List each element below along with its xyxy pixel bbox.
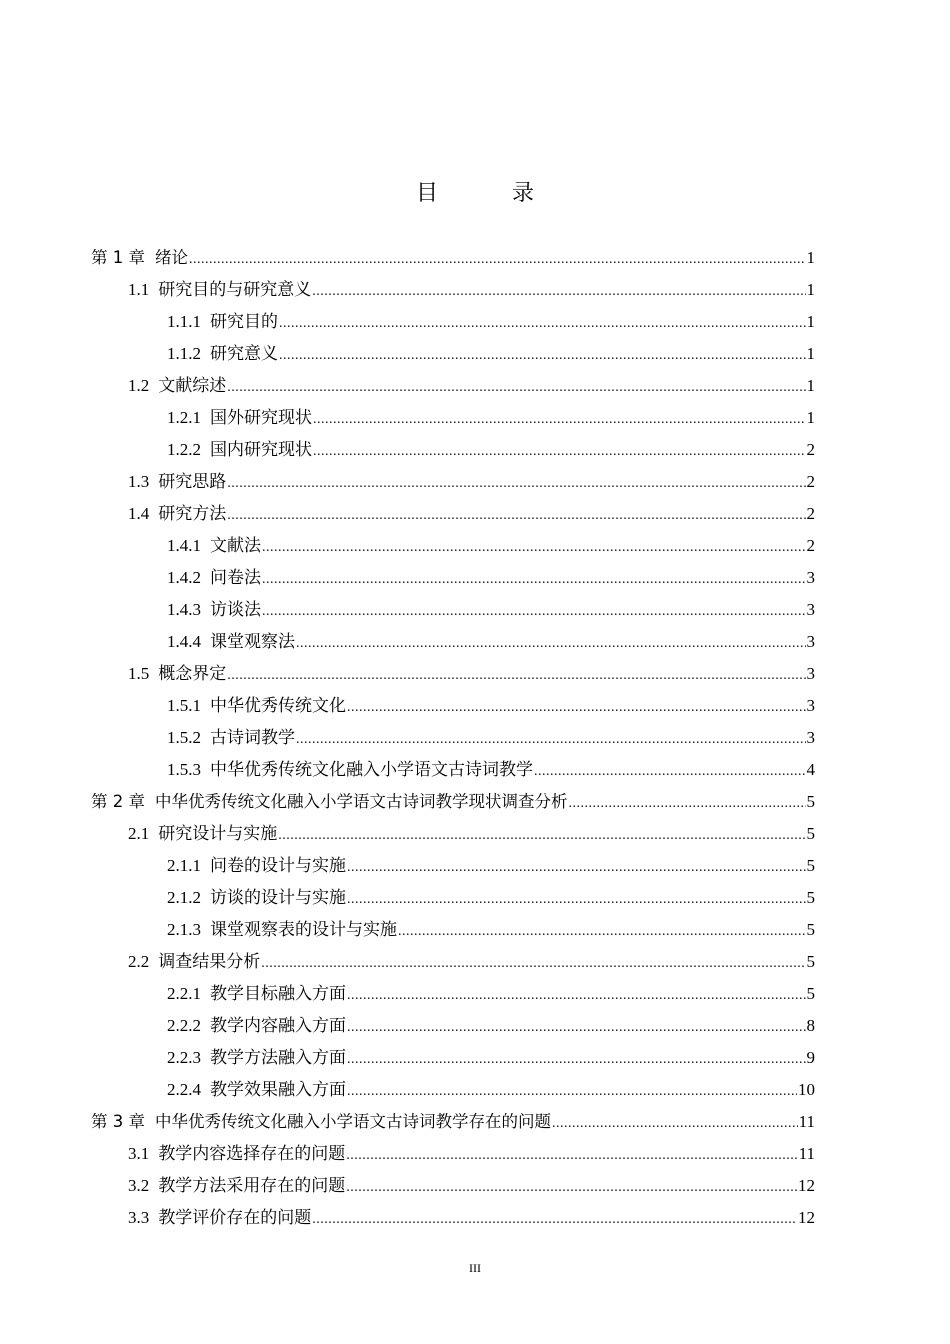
toc-entry-title: 中华优秀传统文化融入小学语文古诗词教学 <box>210 760 533 779</box>
dot-leader <box>569 788 806 820</box>
dot-leader <box>296 628 806 660</box>
toc-entry-page: 1 <box>806 280 815 299</box>
toc-entry-page: 1 <box>806 408 815 427</box>
toc-entry-number: 2.2.4 <box>167 1080 201 1099</box>
toc-entry-number: 1.2.2 <box>167 440 201 459</box>
toc-entry-title: 教学效果融入方面 <box>210 1080 346 1099</box>
toc-entry-page: 5 <box>806 952 815 971</box>
toc-entry-number: 2.2.1 <box>167 984 201 1003</box>
toc-entry-level-3[interactable] <box>91 434 815 466</box>
toc-entry-page: 5 <box>806 888 815 907</box>
toc-entry-page: 5 <box>806 984 815 1003</box>
toc-entry-level-2[interactable] <box>91 274 815 306</box>
dot-leader <box>347 1076 797 1108</box>
toc-entry-title: 研究方法 <box>158 504 227 523</box>
toc-entry-level-3[interactable] <box>91 626 815 658</box>
toc-entry-number: 1.1 <box>128 280 150 299</box>
toc-entry-level-2[interactable] <box>91 658 815 690</box>
dot-leader <box>189 244 806 276</box>
toc-entry-title: 访谈的设计与实施 <box>210 888 346 907</box>
toc-entry-title: 研究目的 <box>210 312 278 331</box>
toc-entry-title: 教学评价存在的问题 <box>158 1208 312 1227</box>
toc-entry-level-3[interactable] <box>91 402 815 434</box>
toc-entry-title: 中华优秀传统文化融入小学语文古诗词教学现状调查分析 <box>155 792 568 811</box>
toc-entry-number: 1.2.1 <box>167 408 201 427</box>
toc-entry-level-2[interactable] <box>91 1202 815 1234</box>
toc-entry-page: 9 <box>806 1048 815 1067</box>
toc-entry-title: 研究设计与实施 <box>158 824 278 843</box>
toc-entry-title: 绪论 <box>155 248 188 267</box>
toc-entry-title: 访谈法 <box>210 600 261 619</box>
toc-entry-number: 第 3 章 <box>91 1112 145 1131</box>
toc-entry-number: 1.4.2 <box>167 568 201 587</box>
toc-entry-title: 教学内容融入方面 <box>210 1016 346 1035</box>
toc-entry-page: 3 <box>806 632 815 651</box>
toc-entry-level-2[interactable] <box>91 1170 815 1202</box>
toc-entry-title: 国外研究现状 <box>210 408 312 427</box>
toc-entry-number: 1.5.2 <box>167 728 201 747</box>
toc-entry-page: 2 <box>806 440 815 459</box>
toc-entry-page: 4 <box>806 760 815 779</box>
toc-entry-title: 教学内容选择存在的问题 <box>158 1144 346 1163</box>
dot-leader <box>347 980 806 1012</box>
toc-entry-level-1[interactable] <box>91 242 815 274</box>
toc-entry-number: 2.2.2 <box>167 1016 201 1035</box>
toc-entry-title: 古诗词教学 <box>210 728 295 747</box>
toc-entry-page: 8 <box>806 1016 815 1035</box>
toc-entry-page: 5 <box>806 792 815 811</box>
toc-entry-page: 1 <box>806 344 815 363</box>
toc-list <box>91 242 815 1234</box>
toc-entry-number: 3.2 <box>128 1176 150 1195</box>
toc-entry-title: 调查结果分析 <box>158 952 261 971</box>
toc-entry-title: 概念界定 <box>158 664 227 683</box>
toc-entry-page: 5 <box>806 824 815 843</box>
toc-entry-level-3[interactable] <box>91 754 815 786</box>
toc-entry-number: 2.1 <box>128 824 150 843</box>
toc-entry-title: 研究目的与研究意义 <box>158 280 312 299</box>
toc-entry-level-2[interactable] <box>91 370 815 402</box>
dot-leader <box>296 724 806 756</box>
toc-entry-page: 3 <box>806 664 815 683</box>
toc-entry-level-2[interactable] <box>91 818 815 850</box>
toc-entry-level-3[interactable] <box>91 338 815 370</box>
toc-entry-page: 11 <box>798 1112 815 1131</box>
dot-leader <box>347 1044 806 1076</box>
toc-entry-level-3[interactable] <box>91 850 815 882</box>
toc-entry-level-2[interactable] <box>91 498 815 530</box>
toc-entry-level-2[interactable] <box>91 946 815 978</box>
toc-entry-number: 2.1.1 <box>167 856 201 875</box>
toc-entry-title: 教学方法采用存在的问题 <box>158 1176 346 1195</box>
toc-entry-level-3[interactable] <box>91 1042 815 1074</box>
toc-entry-level-3[interactable] <box>91 690 815 722</box>
dot-leader <box>312 1204 797 1236</box>
toc-entry-title: 课堂观察表的设计与实施 <box>210 920 397 939</box>
dot-leader <box>262 596 806 628</box>
toc-entry-page: 3 <box>806 696 815 715</box>
toc-entry-number: 3.3 <box>128 1208 150 1227</box>
toc-entry-number: 1.1.2 <box>167 344 201 363</box>
toc-entry-page: 2 <box>806 504 815 523</box>
dot-leader <box>312 276 805 308</box>
toc-entry-title: 研究意义 <box>210 344 278 363</box>
toc-entry-number: 3.1 <box>128 1144 150 1163</box>
toc-entry-level-3[interactable] <box>91 1010 815 1042</box>
toc-entry-number: 1.5.3 <box>167 760 201 779</box>
page-title: 目 录 <box>415 181 560 206</box>
toc-entry-page: 1 <box>806 376 815 395</box>
toc-entry-number: 1.1.1 <box>167 312 201 331</box>
toc-entry-level-3[interactable] <box>91 882 815 914</box>
toc-entry-page: 3 <box>806 600 815 619</box>
toc-entry-number: 第 1 章 <box>91 248 145 267</box>
dot-leader <box>227 468 805 500</box>
toc-entry-title: 中华优秀传统文化 <box>210 696 346 715</box>
dot-leader <box>347 852 806 884</box>
toc-entry-title: 研究思路 <box>158 472 227 491</box>
dot-leader <box>346 1140 797 1172</box>
toc-entry-level-3[interactable] <box>91 562 815 594</box>
toc-entry-level-2[interactable] <box>91 466 815 498</box>
toc-entry-number: 2.1.3 <box>167 920 201 939</box>
toc-entry-level-3[interactable] <box>91 978 815 1010</box>
toc-entry-title: 教学方法融入方面 <box>210 1048 346 1067</box>
toc-entry-number: 1.5.1 <box>167 696 201 715</box>
toc-entry-page: 12 <box>798 1176 815 1195</box>
toc-entry-number: 1.4.4 <box>167 632 201 651</box>
toc-entry-level-2[interactable] <box>91 1138 815 1170</box>
toc-entry-level-3[interactable] <box>91 914 815 946</box>
toc-entry-title: 教学目标融入方面 <box>210 984 346 1003</box>
toc-entry-number: 1.4 <box>128 504 150 523</box>
toc-entry-number: 2.2.3 <box>167 1048 201 1067</box>
toc-entry-level-3[interactable] <box>91 594 815 626</box>
toc-entry-title: 中华优秀传统文化融入小学语文古诗词教学存在的问题 <box>155 1112 551 1131</box>
dot-leader <box>261 948 805 980</box>
toc-entry-title: 问卷法 <box>210 568 261 587</box>
toc-entry-page: 3 <box>806 568 815 587</box>
toc-entry-title: 文献法 <box>210 536 261 555</box>
toc-entry-level-3[interactable] <box>91 530 815 562</box>
page-number-footer: III <box>469 1261 481 1275</box>
toc-entry-number: 1.4.3 <box>167 600 201 619</box>
dot-leader <box>313 436 806 468</box>
dot-leader <box>279 308 806 340</box>
dot-leader <box>398 916 806 948</box>
dot-leader <box>227 372 805 404</box>
toc-entry-level-1[interactable] <box>91 786 815 818</box>
dot-leader <box>534 756 806 788</box>
toc-entry-level-3[interactable] <box>91 1074 815 1106</box>
dot-leader <box>262 564 806 596</box>
dot-leader <box>347 692 806 724</box>
dot-leader <box>262 532 806 564</box>
toc-entry-page: 5 <box>806 856 815 875</box>
dot-leader <box>313 404 806 436</box>
dot-leader <box>347 884 806 916</box>
toc-entry-page: 2 <box>806 536 815 555</box>
toc-entry-level-1[interactable] <box>91 1106 815 1138</box>
toc-entry-title: 课堂观察法 <box>210 632 295 651</box>
toc-entry-number: 1.3 <box>128 472 150 491</box>
toc-entry-number: 1.5 <box>128 664 150 683</box>
toc-entry-title: 文献综述 <box>158 376 227 395</box>
dot-leader <box>278 820 805 852</box>
dot-leader <box>227 660 805 692</box>
toc-entry-number: 1.2 <box>128 376 150 395</box>
toc-entry-page: 1 <box>806 312 815 331</box>
dot-leader <box>552 1108 798 1140</box>
toc-entry-page: 2 <box>806 472 815 491</box>
toc-entry-title: 国内研究现状 <box>210 440 312 459</box>
toc-entry-number: 2.2 <box>128 952 150 971</box>
toc-entry-page: 12 <box>798 1208 815 1227</box>
toc-entry-page: 10 <box>798 1080 815 1099</box>
toc-entry-level-3[interactable] <box>91 722 815 754</box>
toc-entry-number: 第 2 章 <box>91 792 145 811</box>
toc-entry-title: 问卷的设计与实施 <box>210 856 346 875</box>
dot-leader <box>346 1172 797 1204</box>
toc-entry-level-3[interactable] <box>91 306 815 338</box>
toc-entry-page: 5 <box>806 920 815 939</box>
dot-leader <box>279 340 806 372</box>
toc-entry-page: 1 <box>806 248 815 267</box>
toc-entry-page: 3 <box>806 728 815 747</box>
toc-entry-number: 2.1.2 <box>167 888 201 907</box>
dot-leader <box>227 500 805 532</box>
toc-entry-number: 1.4.1 <box>167 536 201 555</box>
toc-entry-page: 11 <box>798 1144 815 1163</box>
dot-leader <box>347 1012 806 1044</box>
